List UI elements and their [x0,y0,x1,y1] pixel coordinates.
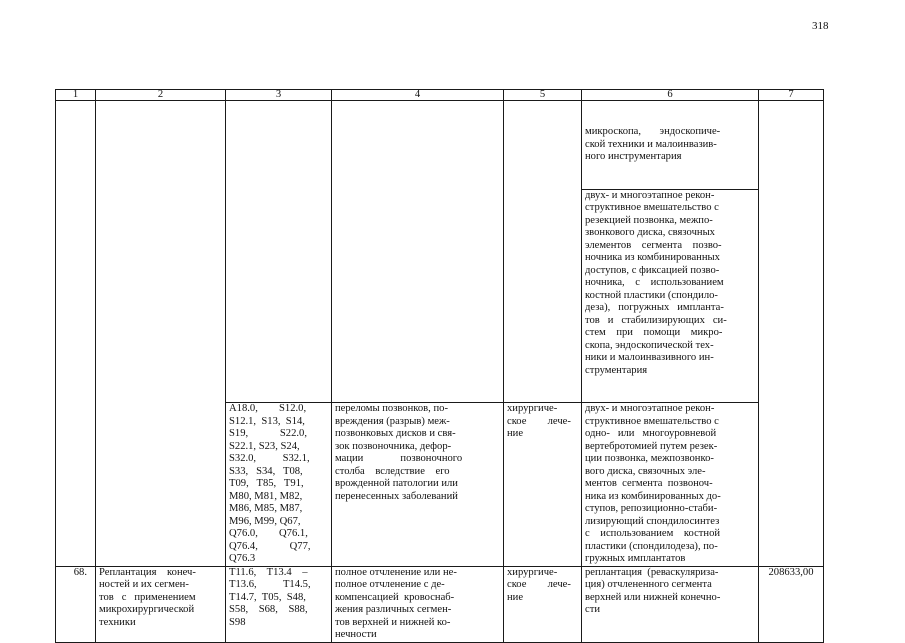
column-header: 2 [96,90,226,101]
table-row-68 [56,566,824,642]
diagnosis-description-cell: полное отчленение или не- полное отчленение с де- компенсацией кровоснаб- жения различных сегмен- тов верхней и нижней ко- нечности [332,566,504,642]
cost-cell: 208633,00 [759,566,824,642]
column-header: 3 [226,90,332,101]
medical-procedures-table [55,89,824,643]
treatment-type-cell: хирургиче- ское лече- ние [504,403,582,567]
table-row-continuation [56,101,824,403]
diagnosis-codes-cell: T11.6, T13.4 – T13.6, T14.5, T14.7, T05, S48, S58, S68, S88, S98 [226,566,332,642]
column-header: 1 [56,90,96,101]
row-number-cell: 68. [56,566,96,642]
page-number: 318 [812,20,829,32]
treatment-method-part: двух- и многоэтапное рекон- структивное вмешательство с резекцией позвонка, межпо- звонкового диска, связочных элементов сегмента позво- ночника из комбинированных доступов, с фиксацией позво- ночника, с использованием костной пластики (спондило- деза), погружных импланта- тов и стабилизирующих си- стем при помощи микро- скопа, эндоскопической тех- ники и малоинвазивного ин- струментария [582,189,758,378]
treatment-method-part: микроскопа, эндоскопиче- ской техники и малоинвазив- ного инструментария [585,126,721,162]
treatment-method-cell: двух- и многоэтапное рекон- структивное вмешательство с одно- или многоуровневой вертебротомией путем резек- ции позвонка, межпозвонко- вого диска, связочных эле- ментов сегмента позвоноч- ника из комбинированных до- ступов, репозиционно-стаби- лизирующий спондилосинтез с использованием костной пластики (спондилодеза), по- гружных имплантатов [582,403,759,567]
treatment-method-cell [582,101,759,403]
table-header-row [56,90,824,101]
treatment-method-cell: реплантация (реваскуляриза- ция) отчлененного сегмента верхней или нижней конечно- сти [582,566,759,642]
procedure-name-cell: Реплантация конеч- ностей и их сегмен- тов с применением микрохирургической техники [96,566,226,642]
column-header: 6 [582,90,759,101]
codes-cell-empty [226,101,332,403]
treatment-type-cell-empty [504,101,582,403]
diagnosis-cell-empty [332,101,504,403]
column-header: 5 [504,90,582,101]
diagnosis-codes-cell: A18.0, S12.0, S12.1, S13, S14, S19, S22.0, S22.1, S23, S24, S32.0, S32.1, S33, S34, T08, T09, T85, T91, M80, M81, M82, M86, M85, M87, M96, M99, Q67, Q76.0, Q76.1, Q76.4, Q77, Q76.3 [226,403,332,567]
cost-cell-empty [759,101,824,567]
column-header: 4 [332,90,504,101]
diagnosis-description-cell: переломы позвонков, по- вреждения (разрыв) меж- позвонковых дисков и свя- зок позвоночника, дефор- мации позвоночного столба вследствие его врожденной патологии или перенесенных заболеваний [332,403,504,567]
row-number-cell-empty [56,101,96,567]
treatment-type-cell: хирургиче- ское лече- ние [504,566,582,642]
procedure-name-cell-empty [96,101,226,567]
column-header: 7 [759,90,824,101]
